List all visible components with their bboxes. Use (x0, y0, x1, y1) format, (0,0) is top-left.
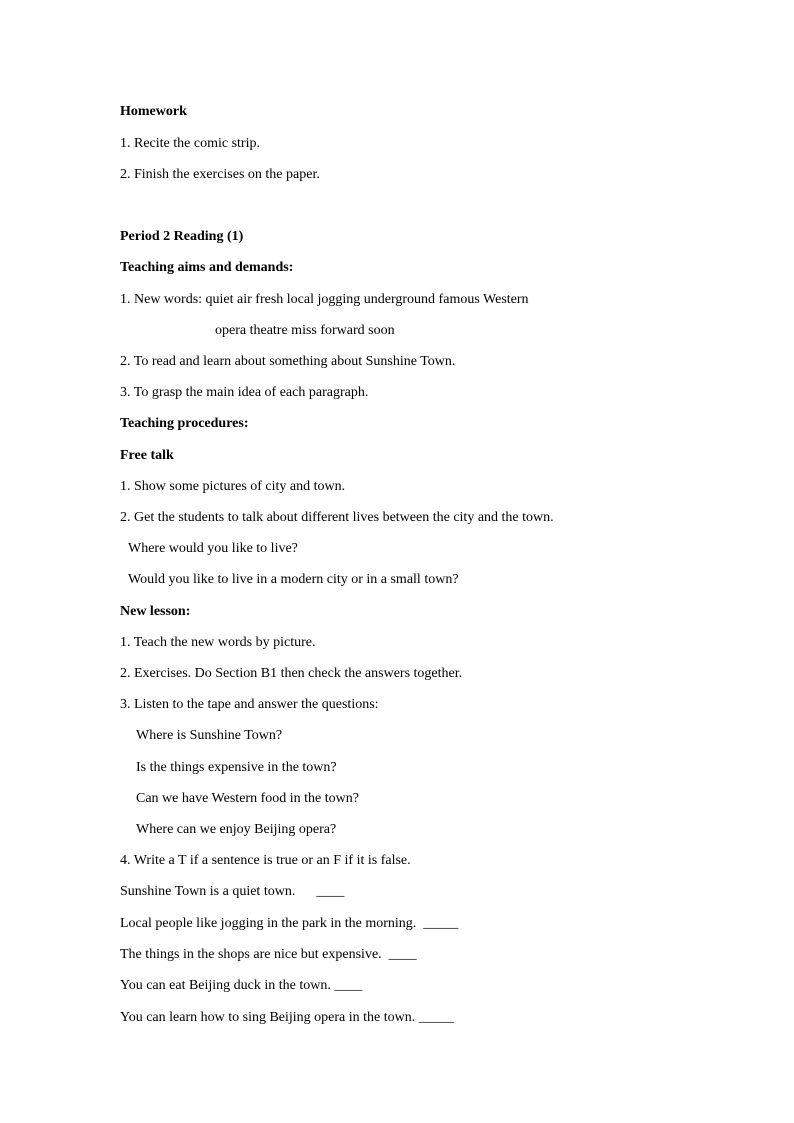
new-lesson-item: 2. Exercises. Do Section B1 then check the answers together. (120, 666, 463, 681)
homework-item: 1. Recite the comic strip. (120, 136, 260, 151)
listening-question: Where can we enjoy Beijing opera? (136, 822, 337, 837)
new-lesson-item: 1. Teach the new words by picture. (120, 635, 316, 650)
period-title: Period 2 Reading (1) (120, 229, 244, 244)
aims-heading: Teaching aims and demands: (120, 260, 294, 275)
true-false-statement: Local people like jogging in the park in the morning. _____ (120, 916, 459, 931)
true-false-statement: Sunshine Town is a quiet town. ____ (120, 884, 345, 899)
free-talk-question: Where would you like to live? (128, 541, 298, 556)
aim-item: 1. New words: quiet air fresh local jogging underground famous Western (120, 292, 529, 307)
true-false-statement: You can learn how to sing Beijing opera in the town. _____ (120, 1010, 454, 1025)
aim-item: 2. To read and learn about something about Sunshine Town. (120, 354, 456, 369)
free-talk-question: Would you like to live in a modern city or in a small town? (128, 572, 459, 587)
free-talk-heading: Free talk (120, 448, 174, 463)
listening-question: Where is Sunshine Town? (136, 728, 283, 743)
new-lesson-item: 4. Write a T if a sentence is true or an F if it is false. (120, 853, 411, 868)
aim-item-continuation: opera theatre miss forward soon (215, 323, 395, 338)
new-lesson-item: 3. Listen to the tape and answer the questions: (120, 697, 379, 712)
homework-item: 2. Finish the exercises on the paper. (120, 167, 320, 182)
listening-question: Is the things expensive in the town? (136, 760, 337, 775)
procedures-heading: Teaching procedures: (120, 416, 249, 431)
aim-item: 3. To grasp the main idea of each paragraph. (120, 385, 369, 400)
new-lesson-heading: New lesson: (120, 604, 191, 619)
free-talk-item: 2. Get the students to talk about different lives between the city and the town. (120, 510, 554, 525)
true-false-statement: The things in the shops are nice but expensive. ____ (120, 947, 417, 962)
homework-heading: Homework (120, 104, 187, 119)
listening-question: Can we have Western food in the town? (136, 791, 359, 806)
free-talk-item: 1. Show some pictures of city and town. (120, 479, 346, 494)
true-false-statement: You can eat Beijing duck in the town. ____ (120, 978, 363, 993)
